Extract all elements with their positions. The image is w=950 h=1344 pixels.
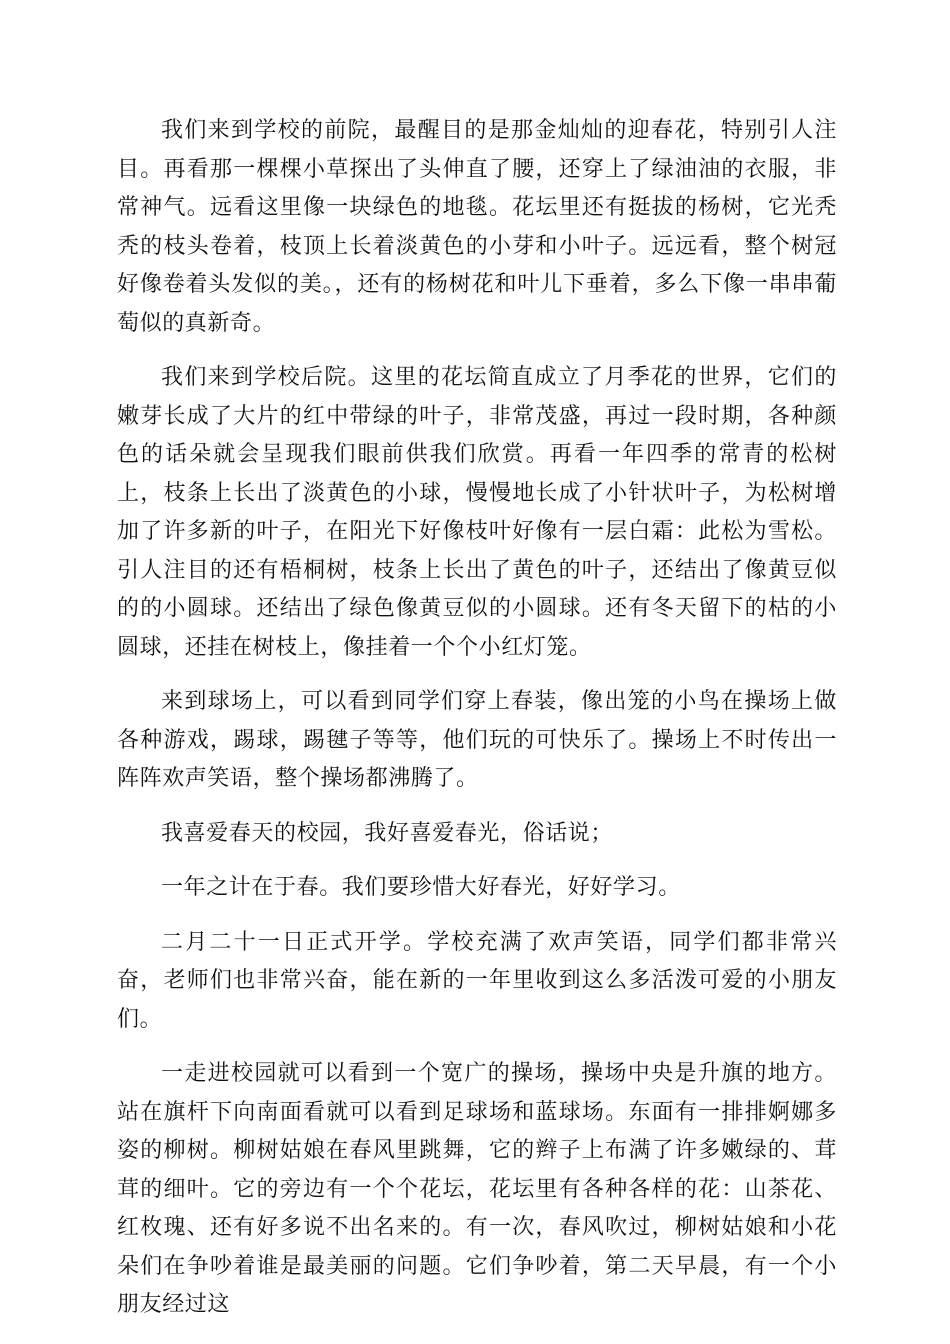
paragraph-front-yard: 我们来到学校的前院，最醒目的是那金灿灿的迎春花，特别引人注目。再看那一棵棵小草探出了头伸直了腰，还穿上了绿油油的衣服，非常神气。远看这里像一块绿色的地毯。花坛里还有挺拔的杨树，它光秃秃的枝头卷着，枝顶上长着淡黄色的小芽和小叶子。远远看，整个树冠好像卷着头发似的美。，还有的杨树花和叶儿下垂着，多么下像一串串葡萄似的真新奇。 — [117, 118, 837, 336]
paragraph-love-spring: 我喜爱春天的校园，我好喜爱春光，俗话说； — [161, 820, 614, 846]
paragraph-proverb: 一年之计在于春。我们要珍惜大好春光，好好学习。 — [161, 875, 681, 900]
paragraph-school-start: 二月二十一日正式开学。学校充满了欢声笑语，同学们都非常兴奋，老师们也非常兴奋，能在新的一年里收到这么多活泼可爱的小朋友们。 — [117, 929, 837, 1032]
paragraph-campus: 一走进校园就可以看到一个宽广的操场，操场中央是升旗的地方。站在旗杆下向南面看就可以看到足球场和蓝球场。东面有一排排婀娜多姿的柳树。柳树姑娘在春风里跳舞，它的辫子上布满了许多嫩绿的、茸茸的细叶。它的旁边有一个个花坛，花坛里有各种各样的花：山茶花、红枚瑰、还有好多说不出名来的。有一次，春风吹过，柳树姑娘和小花朵们在争吵着谁是最美丽的问题。它们争吵着，第二天早晨，有一个小朋友经过这 — [117, 1061, 837, 1317]
document-body — [117, 112, 837, 1341]
paragraph-playground: 来到球场上，可以看到同学们穿上春装，像出笼的小鸟在操场上做各种游戏，踢球，踢毽子等等，他们玩的可快乐了。操场上不时传出一阵阵欢声笑语，整个操场都沸腾了。 — [117, 689, 837, 791]
paragraph-back-yard: 我们来到学校后院。这里的花坛简直成立了月季花的世界，它们的嫩芽长成了大片的红中带绿的叶子，非常茂盛，再过一段时期，各种颜色的话朵就会呈现我们眼前供我们欣赏。再看一年四季的常青的松树上，枝条上长出了淡黄色的小球，慢慢地长成了小针状叶子，为松树增加了许多新的叶子，在阳光下好像枝叶好像有一层白霜：此松为雪松。引人注目的还有梧桐树，枝条上长出了黄色的叶子，还结出了像黄豆似的的小圆球。还结出了绿色像黄豆似的小圆球。还有冬天留下的枯的小圆球，还挂在树枝上，像挂着一个个小红灯笼。 — [117, 365, 837, 660]
